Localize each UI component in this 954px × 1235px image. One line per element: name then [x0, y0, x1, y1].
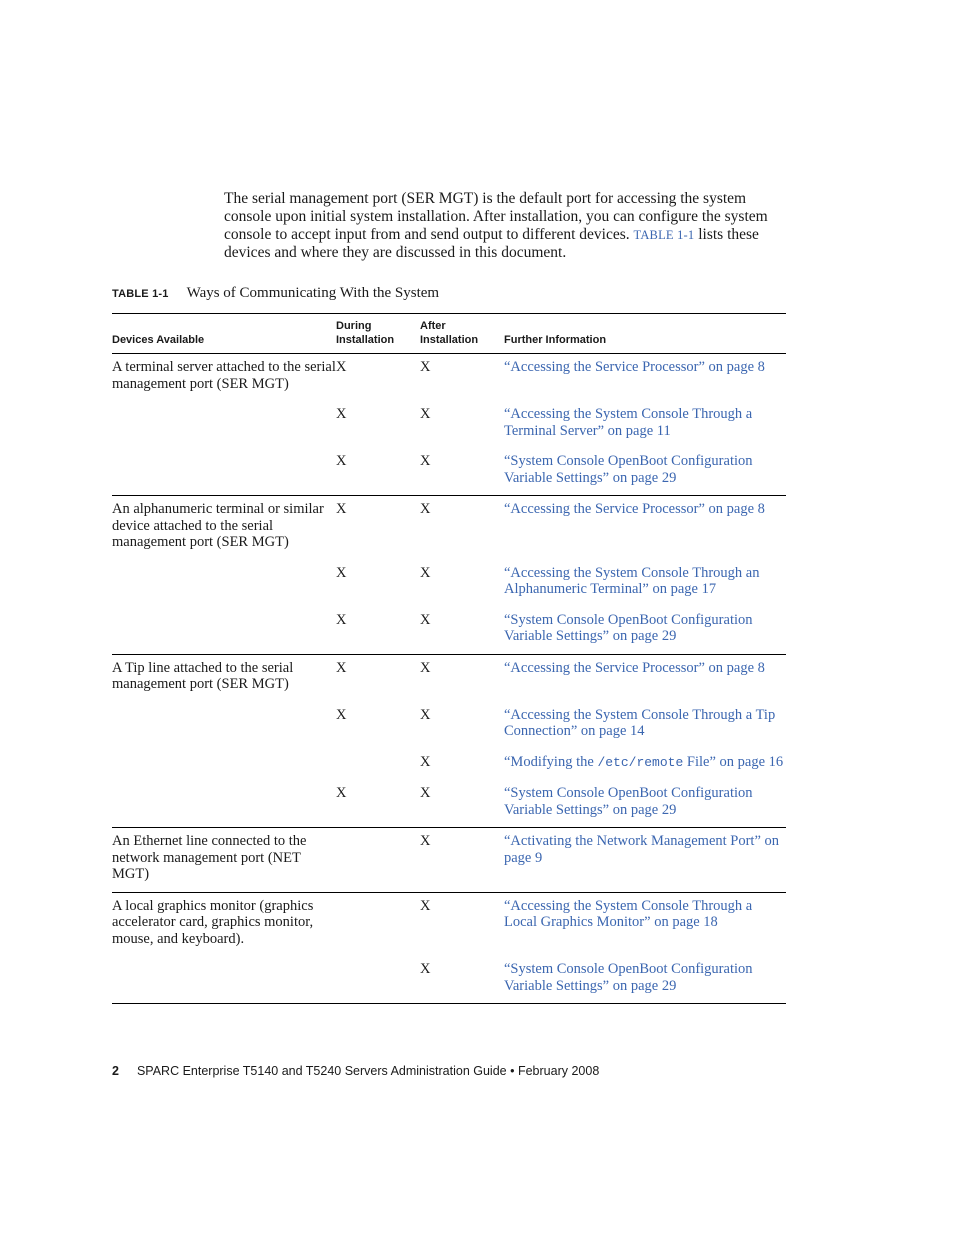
device-cell: [112, 401, 336, 448]
during-cell: X: [336, 453, 347, 469]
header-during: [336, 314, 420, 354]
during-cell: X: [336, 659, 347, 676]
during-cell: X: [336, 611, 347, 628]
table-caption: [112, 285, 439, 302]
during-cell: X: [336, 564, 347, 581]
header-after: [420, 314, 504, 354]
table-row: [112, 354, 786, 402]
during-cell: X: [336, 501, 347, 517]
info-link[interactable]: “Accessing the Service Processor” on page 8: [504, 659, 765, 676]
device-cell: [112, 956, 336, 1004]
table-row: [112, 956, 786, 1004]
header-during-line1: During: [336, 320, 372, 332]
after-cell: X: [420, 897, 431, 914]
device-cell: A Tip line attached to the serial management port (SER MGT): [112, 659, 294, 692]
info-link[interactable]: “Activating the Network Management Port” on page 9: [504, 833, 780, 866]
table-row: [112, 607, 786, 655]
device-cell: [112, 702, 336, 749]
info-link[interactable]: “Accessing the System Console Through an Alphanumeric Terminal” on page 17: [504, 564, 760, 597]
info-link-text: File” on page 16: [683, 753, 784, 770]
during-cell: X: [336, 785, 347, 801]
info-link[interactable]: “Accessing the System Console Through a Tip Connection” on page 14: [504, 706, 776, 739]
during-cell: [336, 749, 420, 781]
device-cell: A terminal server attached to the serial management port (SER MGT): [112, 359, 336, 392]
after-cell: X: [420, 611, 431, 628]
header-during-line2: Installation: [336, 334, 395, 346]
info-link[interactable]: “System Console OpenBoot Configuration Variable Settings” on page 29: [504, 453, 753, 486]
intro-paragraph: [224, 190, 796, 262]
device-cell: [112, 607, 336, 655]
table-xref-link[interactable]: TABLE 1-1: [633, 228, 695, 242]
after-cell: X: [420, 453, 431, 469]
table-row: [112, 892, 786, 956]
table-row: [112, 780, 786, 828]
during-cell: X: [336, 706, 347, 723]
info-link[interactable]: “System Console OpenBoot Configuration Variable Settings” on page 29: [504, 785, 753, 818]
header-further-info: Further Information: [504, 334, 607, 346]
info-link[interactable]: “System Console OpenBoot Configuration Variable Settings” on page 29: [504, 961, 753, 994]
communication-table: [112, 313, 786, 1004]
device-cell: An Ethernet line connected to the network management port (NET MGT): [112, 833, 307, 882]
after-cell: X: [420, 406, 431, 422]
table-row: [112, 496, 786, 560]
device-cell: [112, 749, 336, 781]
footer-title: SPARC Enterprise T5140 and T5240 Servers Administration Guide: [136, 1064, 507, 1078]
after-cell: X: [420, 833, 431, 849]
info-link[interactable]: “System Console OpenBoot Configuration Variable Settings” on page 29: [504, 611, 753, 644]
table-caption-label: TABLE 1-1: [112, 288, 169, 300]
device-cell: An alphanumeric terminal or similar device attached to the serial management port (SER MGT): [112, 501, 324, 550]
table-header-row: [112, 314, 786, 354]
table-row: [112, 654, 786, 702]
device-cell: A local graphics monitor (graphics accelerator card, graphics monitor, mouse, and keyboard).: [112, 897, 314, 947]
info-link[interactable]: “Accessing the Service Processor” on page 8: [504, 359, 765, 375]
page-number: 2: [112, 1064, 119, 1078]
after-cell: X: [420, 359, 431, 375]
table-row: [112, 560, 786, 607]
during-cell: [336, 956, 420, 1004]
table-caption-title: Ways of Communicating With the System: [186, 285, 440, 301]
after-cell: X: [420, 785, 431, 801]
table-row: [112, 448, 786, 496]
during-cell: [336, 892, 420, 956]
intro-text: The serial management port (SER MGT) is the default port for accessing the system console upon initial system installation. After installation, you can configure the system console to accept input from and send output to different devices.: [224, 190, 768, 243]
device-cell: [112, 560, 336, 607]
footer-date: February 2008: [517, 1064, 600, 1078]
table-row: [112, 749, 786, 781]
info-link[interactable]: [504, 754, 783, 770]
header-devices: Devices Available: [112, 334, 205, 346]
header-after-line2: Installation: [420, 334, 479, 346]
during-cell: X: [336, 359, 347, 375]
table-row: [112, 702, 786, 749]
info-link[interactable]: “Accessing the Service Processor” on page 8: [504, 501, 765, 517]
info-link-code: /etc/remote: [597, 754, 684, 770]
after-cell: X: [420, 564, 431, 581]
intro-text-after: lists these devices and where they are discussed in this document.: [224, 226, 759, 261]
after-cell: X: [420, 706, 431, 723]
after-cell: X: [420, 753, 431, 770]
table-row: [112, 828, 786, 893]
device-cell: [112, 780, 336, 828]
during-cell: [336, 828, 420, 893]
info-link[interactable]: “Accessing the System Console Through a Local Graphics Monitor” on page 18: [504, 897, 753, 930]
header-after-line1: After: [420, 320, 446, 332]
table-row: [112, 401, 786, 448]
info-link-text: “Modifying the: [504, 753, 598, 770]
after-cell: X: [420, 961, 431, 977]
during-cell: X: [336, 406, 347, 422]
page-footer: [112, 1064, 599, 1078]
after-cell: X: [420, 501, 431, 517]
footer-separator: •: [510, 1064, 515, 1078]
info-link[interactable]: “Accessing the System Console Through a Terminal Server” on page 11: [504, 406, 753, 439]
after-cell: X: [420, 659, 431, 676]
device-cell: [112, 448, 336, 496]
